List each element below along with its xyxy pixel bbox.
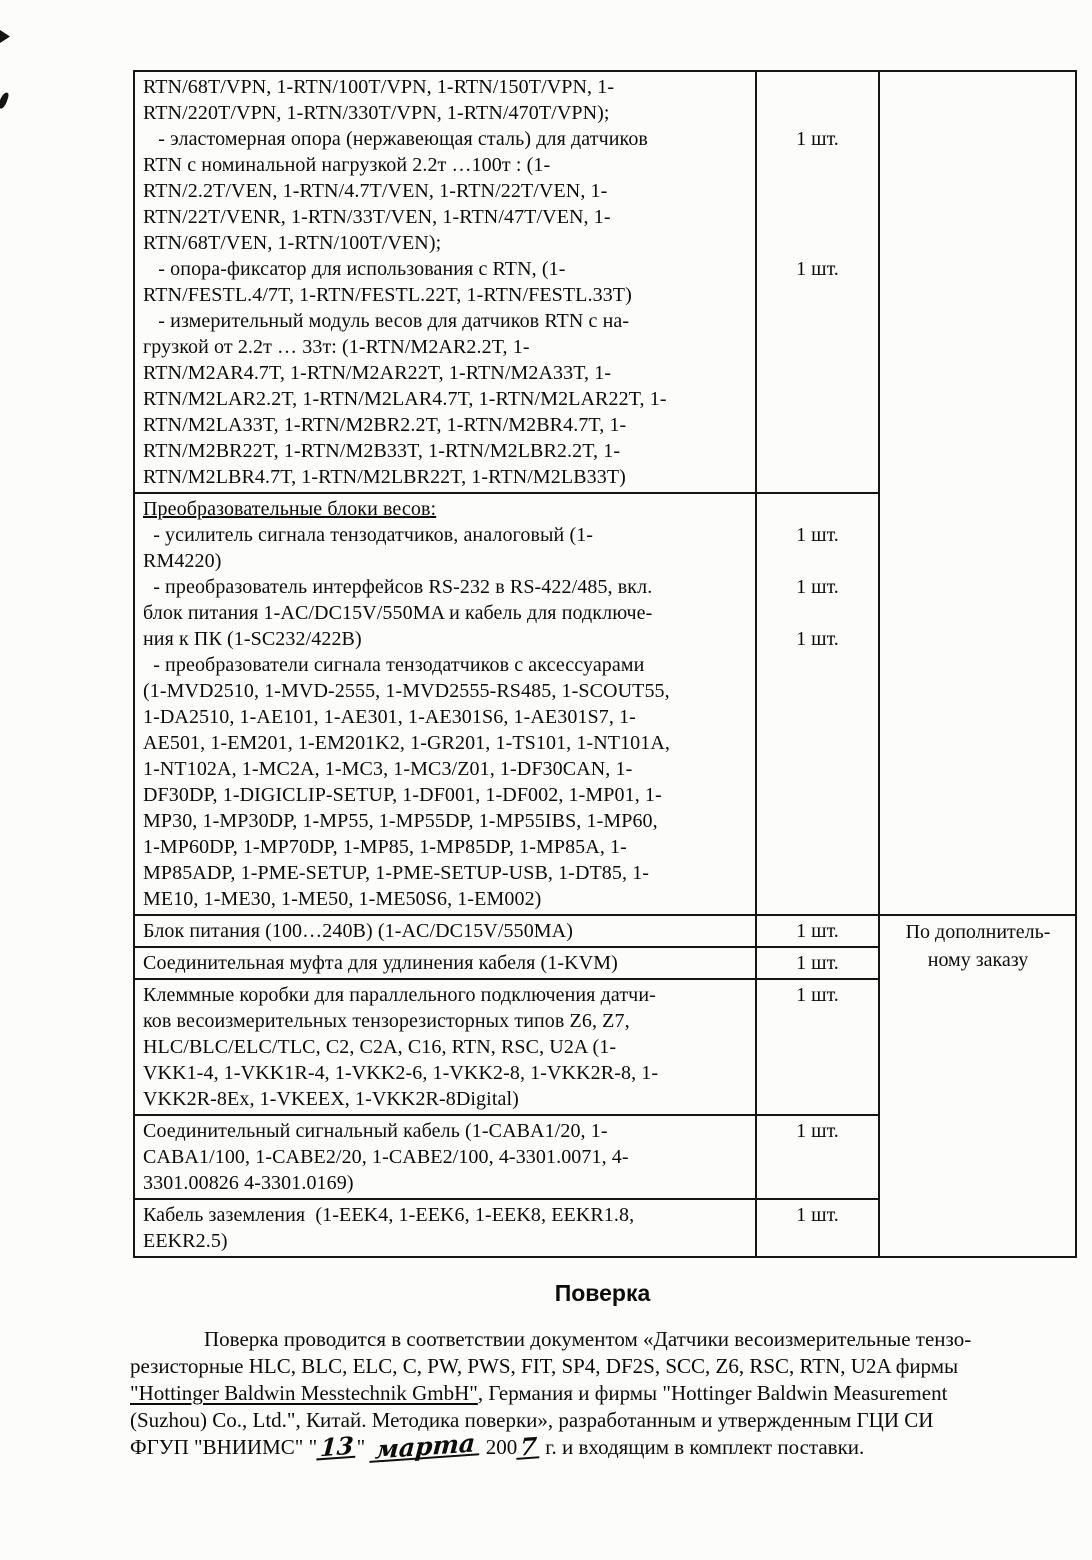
paragraph-text: г. и входящим в комплект поставки. <box>539 1435 865 1459</box>
description-line: - усилитель сигнала тензодатчиков, аналоговый (1- <box>143 524 594 546</box>
paragraph-line: (Suzhou) Co., Ltd.", Китай. Методика поверки», разработанным и утвержденным ГЦИ СИ <box>130 1408 934 1432</box>
description-line: Соединительная муфта для удлинения кабеля (1-KVM) <box>143 952 618 974</box>
quantity-value: 1 шт. <box>796 628 839 650</box>
quantity-value: 1 шт. <box>796 524 839 546</box>
paragraph-text: ФГУП "ВНИИМС" " <box>130 1435 318 1459</box>
item-description-cell <box>134 979 756 1115</box>
quantity-value: 1 шт. <box>796 952 839 974</box>
description-line: 1-MP60DP, 1-MP70DP, 1-MP85, 1-MP85DP, 1-MP85A, 1- <box>143 836 627 858</box>
description-line: RTN/M2BR22T, 1-RTN/M2B33T, 1-RTN/M2LBR2.2T, 1- <box>143 440 621 462</box>
description-line: RTN/68T/VEN, 1-RTN/100T/VEN); <box>143 232 442 254</box>
paragraph-line: Поверка проводится в соответствии документом «Датчики весоизмерительные тензо- <box>204 1327 972 1351</box>
description-line: - эластомерная опора (нержавеющая сталь) для датчиков <box>143 128 648 150</box>
handwritten-year-digit: 7 <box>517 1437 541 1460</box>
description-line: RTN/68T/VPN, 1-RTN/100T/VPN, 1-RTN/150T/VPN, 1- <box>143 76 615 98</box>
equipment-table-body <box>134 71 1076 1257</box>
handwritten-month: марта <box>370 1434 481 1463</box>
description-line: RTN/2.2T/VEN, 1-RTN/4.7T/VEN, 1-RTN/22T/VEN, 1- <box>143 180 608 202</box>
description-line: - преобразователи сигнала тензодатчиков с аксессуарами <box>143 654 645 676</box>
description-line: RTN с номинальной нагрузкой 2.2т …100т : (1- <box>143 154 551 176</box>
quantity-cell <box>756 1199 879 1257</box>
quantity-cell <box>756 71 879 493</box>
description-line: 1-DA2510, 1-AE101, 1-AE301, 1-AE301S6, 1-AE301S7, 1- <box>143 706 636 728</box>
table-row-1 <box>134 71 1076 493</box>
description-line: RTN/22T/VENR, 1-RTN/33T/VEN, 1-RTN/47T/VEN, 1- <box>143 206 611 228</box>
description-line: AE501, 1-EM201, 1-EM201K2, 1-GR201, 1-TS101, 1-NT101A, <box>143 732 671 754</box>
company-name-underlined: "Hottinger Baldwin Messtechnik GmbH" <box>130 1381 478 1405</box>
description-line: Кабель заземления (1-EEK4, 1-EEK6, 1-EEK8, EEKR1.8, <box>143 1204 635 1226</box>
quantity-cell <box>756 493 879 915</box>
description-line: ME10, 1-ME30, 1-ME50, 1-ME50S6, 1-EM002) <box>143 888 542 910</box>
additional-order-text: По дополнитель- <box>905 921 1051 943</box>
description-line: 1-NT102A, 1-MC2A, 1-MC3, 1-MC3/Z01, 1-DF30CAN, 1- <box>143 758 633 780</box>
handwritten-day: 13 <box>316 1437 357 1461</box>
quantity-cell <box>756 979 879 1115</box>
description-line: - опора-фиксатор для использования с RTN, (1- <box>143 258 566 280</box>
description-line: RTN/FESTL.4/7T, 1-RTN/FESTL.22T, 1-RTN/FESTL.33T) <box>143 284 632 306</box>
quantity-value: 1 шт. <box>796 1120 839 1142</box>
description-line: CABA1/100, 1-CABE2/20, 1-CABE2/100, 4-3301.0071, 4- <box>143 1146 629 1168</box>
description-line: VKK1-4, 1-VKK1R-4, 1-VKK2-6, 1-VKK2-8, 1-VKK2R-8, 1- <box>143 1062 659 1084</box>
additional-order-text: ному заказу <box>927 949 1029 971</box>
quantity-value: 1 шт. <box>796 128 839 150</box>
item-description-cell <box>134 1115 756 1199</box>
description-line: RTN/M2LBR4.7T, 1-RTN/M2LBR22T, 1-RTN/M2LB33T) <box>143 466 626 488</box>
description-line: - измерительный модуль весов для датчиков RTN с на- <box>143 310 630 332</box>
equipment-table-grid <box>133 70 1077 1258</box>
description-line: ков весоизмерительных тензорезисторных типов Z6, Z7, <box>143 1010 630 1032</box>
verification-paragraph <box>130 1326 1062 1465</box>
scan-artifact-comma <box>0 91 9 109</box>
order-note-empty-cell <box>879 71 1076 915</box>
table-row-3 <box>134 915 1076 947</box>
quantity-cell <box>756 915 879 947</box>
paragraph-line: резисторные HLC, BLC, ELC, C, PW, PWS, FIT, SP4, DF2S, SCC, Z6, RSC, RTN, U2A фирмы <box>130 1354 959 1378</box>
paragraph-line <box>130 1380 1062 1407</box>
description-line: EEKR2.5) <box>143 1230 228 1252</box>
scan-artifact-triangle <box>0 30 10 43</box>
paragraph-line-with-handwriting <box>130 1428 1062 1465</box>
description-line: 3301.00826 4-3301.0169) <box>143 1172 354 1194</box>
quantity-cell <box>756 1115 879 1199</box>
description-line: (1-MVD2510, 1-MVD-2555, 1-MVD2555-RS485, 1-SCOUT55, <box>143 680 670 702</box>
item-description-cell <box>134 915 756 947</box>
description-line: Соединительный сигнальный кабель (1-CABA1/20, 1- <box>143 1120 608 1142</box>
quantity-value: 1 шт. <box>796 920 839 942</box>
description-line: Блок питания (100…240В) (1-AC/DC15V/550MA) <box>143 920 573 942</box>
quantity-value: 1 шт. <box>796 1204 839 1226</box>
description-line: RM4220) <box>143 550 222 572</box>
description-line: RTN/M2AR4.7T, 1-RTN/M2AR22T, 1-RTN/M2A33T, 1- <box>143 362 612 384</box>
paragraph-text: , Германия и фирмы "Hottinger Baldwin Measurement <box>477 1381 948 1405</box>
description-line <box>143 496 748 522</box>
quantity-cell <box>756 947 879 979</box>
paragraph-text: 200 <box>480 1435 518 1459</box>
description-line: RTN/M2LAR2.2T, 1-RTN/M2LAR4.7T, 1-RTN/M2LAR22T, 1- <box>143 388 667 410</box>
description-line: RTN/220T/VPN, 1-RTN/330T/VPN, 1-RTN/470T/VPN); <box>143 102 610 124</box>
additional-order-cell <box>879 915 1076 1257</box>
quantity-value: 1 шт. <box>796 576 839 598</box>
quantity-value: 1 шт. <box>796 258 839 280</box>
description-line: MP30, 1-MP30DP, 1-MP55, 1-MP55DP, 1-MP55IBS, 1-MP60, <box>143 810 658 832</box>
item-description-cell <box>134 493 756 915</box>
paragraph-text: " <box>356 1435 371 1459</box>
item-description-cell <box>134 1199 756 1257</box>
description-line: MP85ADP, 1-PME-SETUP, 1-PME-SETUP-USB, 1-DT85, 1- <box>143 862 650 884</box>
description-line: HLC/BLC/ELC/TLC, C2, C2A, C16, RTN, RSC, U2A (1- <box>143 1036 617 1058</box>
section-subheading: Преобразовательные блоки весов: <box>143 498 437 520</box>
description-line: грузкой от 2.2т … 33т: (1-RTN/M2AR2.2T, 1- <box>143 336 530 358</box>
item-description-cell <box>134 71 756 493</box>
description-line: Клеммные коробки для параллельного подключения датчи- <box>143 984 656 1006</box>
description-line: RTN/M2LA33T, 1-RTN/M2BR2.2T, 1-RTN/M2BR4.7T, 1- <box>143 414 627 436</box>
description-line: - преобразователь интерфейсов RS-232 в RS-422/485, вкл. <box>143 576 653 598</box>
description-line: DF30DP, 1-DIGICLIP-SETUP, 1-DF001, 1-DF002, 1-MP01, 1- <box>143 784 662 806</box>
equipment-table <box>133 70 1077 1258</box>
description-line: ния к ПК (1-SC232/422B) <box>143 628 362 650</box>
quantity-value: 1 шт. <box>796 984 839 1006</box>
item-description-cell <box>134 947 756 979</box>
verification-heading: Поверка <box>554 1280 651 1306</box>
description-line: блок питания 1-AC/DC15V/550MA и кабель для подключе- <box>143 602 653 624</box>
description-line: VKK2R-8Ex, 1-VKEEX, 1-VKK2R-8Digital) <box>143 1088 519 1110</box>
